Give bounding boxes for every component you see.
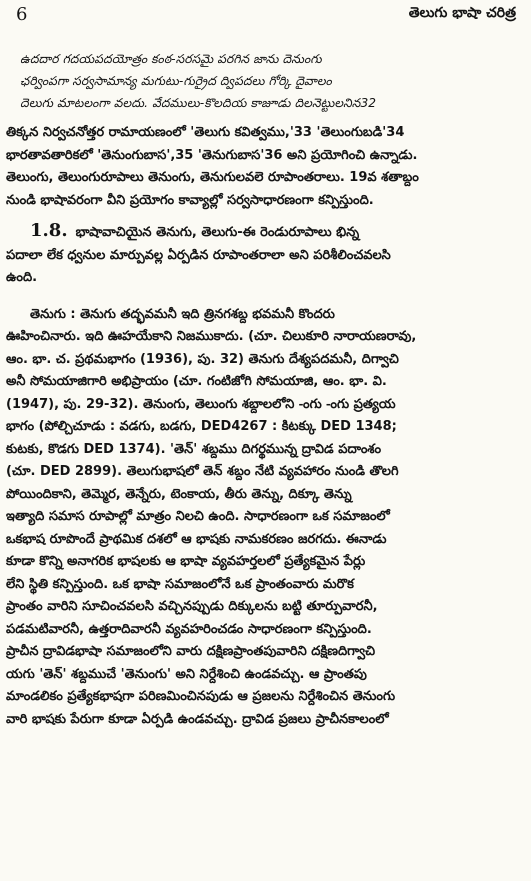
page-number: 6 <box>16 4 28 25</box>
text-line: తెనుగు : తెనుగు తద్భవమనీ ఇది త్రినగశబ్ద భవమనీ కొందరు <box>30 306 335 322</box>
quote-line: ఉదదార గదయపదయోత్రం కంఠ-సరసమై పరగిన జాను దెనుంగు <box>20 52 322 66</box>
text-line: పదాలా లేక ధ్వనుల మార్పువల్ల ఏర్పడిన రూపాంతరాలా అని పరిశీలించవలసి <box>6 247 391 263</box>
text-line: తెలుంగు, తెలుంగురూపాలు తెనుంగు, తెనుగులవలె రూపాంతరాలు. 19వ శతాబ్దం <box>6 170 419 185</box>
paragraph-1 <box>6 122 524 212</box>
text-line: వారి భాషకు పేరుగా కూడా ఏర్పడి ఉండవచ్చు. ద్రావిడ ప్రజలు ప్రాచీనకాలంలో <box>6 711 389 727</box>
running-title: తెలుగు భాషా చరిత్ర <box>408 5 516 21</box>
text-line: భాషావాచియైన తెనుగు, తెలుగు-ఈ రెండురూపాలు భిన్న <box>75 225 360 240</box>
text-line: భారతావతారికలో 'తెనుంగుబాస',35 'తెనుగుబాస'36 అని ప్రయోగించి ఉన్నాడు. <box>6 147 418 163</box>
text-line: మాండలికం ప్రత్యేకభాషగా పరిణమించినపుడు ఆ ప్రజలను నిర్దేశించిన తెనుంగు <box>6 689 396 704</box>
text-line: ఇత్యాది సమాస రూపాల్లో మాత్రం నిలచి ఉంది. సాధారణంగా ఒక సమాజంలో <box>6 509 390 524</box>
section-1-8 <box>6 220 524 290</box>
quote-line: దెలుగు మాటలంగా వలదు. వేదములు-కొలదియ కాజూడు దిలనెట్టులనిన32 <box>20 96 377 110</box>
text-line: (చూ. DED 2899). తెలుగుభాషలో తెన్ శబ్దం నేటి వ్యవహారం నుండి తొలగి <box>6 464 399 479</box>
text-line: పోయిందికాని, తెమ్మెర, తెన్నేరు, టెంకాయ, తీరు తెన్ను, దిక్కూ తెన్ను <box>6 486 352 502</box>
text-line: భాగం (పోల్చిచూడు : వడగు, బడగు, DED4267 : కిటక్కు DED 1348; <box>6 419 397 434</box>
text-line: ఉంది. <box>6 270 38 285</box>
page-header <box>6 0 524 40</box>
text-line: ఒకభాష రూపొందే ప్రాథమిక దశలో ఆ భాషకు నామకరణం జరగదు. ఈనాడు <box>6 531 387 547</box>
text-line: (1947), పు. 29-32). తెనుంగు, తెలుంగు శబ్దాలలోని -ంగు -ంగు ప్రత్యయ <box>6 396 396 412</box>
quote-line: ఛర్వింపగా సర్వసామాన్య మగుటు-గుర్రైద ద్విపదలు గోర్కి దైవాలం <box>20 74 332 88</box>
text-line: ప్రాచీన ద్రావిడభాషా సమాజంలోని వారు దక్షిణప్రాంతపువారిని దక్షిణదిగ్వాచి <box>6 644 376 659</box>
text-line: ప్రాంతం వారిని సూచించవలసి వచ్చినప్పుడు దిక్కులను బట్టి తూర్పువారనీ, <box>6 599 378 614</box>
text-line: ఊహించినారు. ఇది ఊహయేకాని నిజముకాదు. (చూ. చిలుకూరి నారాయణరావు, <box>6 329 417 344</box>
text-line: నుండి భాషావరంగా వీని ప్రయోగం కావ్యాల్లో సర్వసాధారణంగా కన్పిస్తుంది. <box>6 192 374 208</box>
text-line: ఆం. భా. చ. ప్రథమభాగం (1936), పు. 32) తెనుగు దేశ్యపదమనీ, దిగ్వాచి <box>6 351 399 367</box>
text-line: కూడా కొన్ని అనాగరిక భాషలకు ఆ భాషా వ్యవహర్తలలో ప్రత్యేకమైన పేర్లు <box>6 554 366 569</box>
section-first-line <box>6 220 524 245</box>
paragraph-tenugu <box>6 304 524 732</box>
text-line: కుటకు, కొడగు DED 1374). 'తెన్' శబ్దము దిగర్థమున్న ద్రావిడ పదాంశం <box>6 441 382 457</box>
verse-quote <box>20 48 520 114</box>
text-line: పడమటివారనీ, ఉత్తరాదివారనీ వ్యవహరించడం సాధారణంగా కన్పిస్తుంది. <box>6 621 372 637</box>
text-line: తిక్కన నిర్వచనోత్తర రామాయణంలో 'తెలుగు కవిత్వము,'33 'తెలుంగుబడి'34 <box>6 125 405 140</box>
text-line: అనీ సోమయాజిగారి అభిప్రాయం (చూ. గంటిజోగి సోమయాజి, ఆం. భా. వి. <box>6 374 387 389</box>
section-number: 1.8. <box>30 220 68 241</box>
text-line: యగు 'తెన్' శబ్దముచే 'తెనుంగు' అని నిర్దేశించి ఉండవచ్చు. ఆ ప్రాంతపు <box>6 666 367 682</box>
text-line: లేని స్థితి కన్పిస్తుంది. ఒక భాషా సమాజంలోనే ఒక ప్రాంతంవారు మరొక <box>6 576 354 592</box>
